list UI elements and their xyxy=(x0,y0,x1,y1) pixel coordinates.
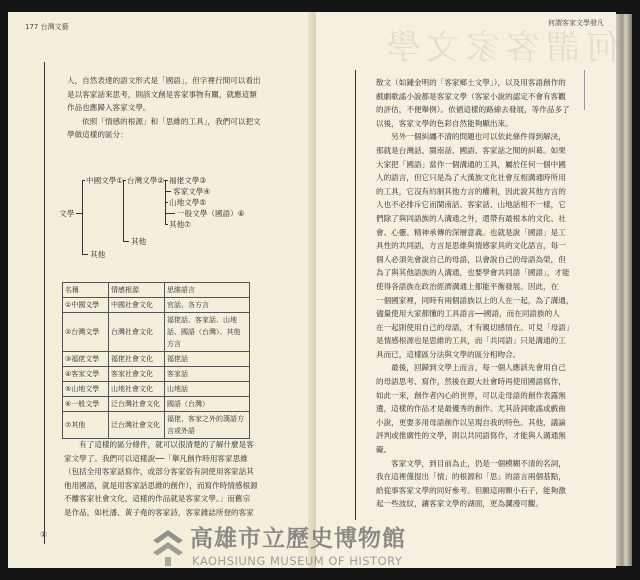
museum-watermark xyxy=(150,526,510,570)
text-line: 使得各語族在政治經濟溝通上都能平衡發展。因此，在 xyxy=(376,281,559,291)
right-running-header: 何謂客家文學發凡 xyxy=(548,19,604,27)
left-footer-mark: ① xyxy=(40,530,48,539)
text-line: 有了這樣的區分條件，就可以很清楚的了解什麼是客 xyxy=(64,440,254,449)
table-header-cell: 名稱 xyxy=(63,283,109,298)
table-cell: ⑦其他 xyxy=(63,412,109,439)
table-cell: ④客家文學 xyxy=(63,367,109,382)
table-row xyxy=(63,352,250,367)
tree-line xyxy=(123,241,129,242)
text-line: 那就是台灣話、閩南話、國語、客家話之間的糾葛。如果 xyxy=(376,145,566,155)
text-line: 人的語言，但它只是為了大漢族文化社會互相溝通時所用 xyxy=(376,173,566,183)
text-line: 人也不必排斥它而閩南話、客家話、山地話相不一樣，它 xyxy=(376,200,566,210)
right-margin-rule xyxy=(355,70,356,520)
table-row xyxy=(63,367,250,382)
table-row xyxy=(63,397,250,412)
table-cell: 台灣社會文化 xyxy=(109,313,165,352)
bleed-through-heading: 何謂客家文學 xyxy=(380,28,620,68)
text-line: 最後，回歸到文學上而言，每一個人應該先會用自己 xyxy=(376,363,566,373)
text-line: 大家把「國語」當作一個溝通的工具，屬於任何一個中國 xyxy=(376,159,566,169)
table-cell: 客家社會文化 xyxy=(109,367,165,382)
text-line: 們除了與同語族的人溝通之外，還帶有最根本的文化、社 xyxy=(376,213,566,223)
text-line: 家文學了。我們可以這樣說──「舉凡創作時用客家思維 xyxy=(64,453,248,463)
text-line: 他用國語，就是用客家話思維的創作），而寫作時情感根源 xyxy=(64,480,258,490)
text-line: 的評估，不便舉例）。依循這樣的路線去發展，等作品多了 xyxy=(376,105,570,115)
table-header-cell: 情感根源 xyxy=(109,283,165,298)
text-line: 散文（如鍾金明的「客家鄉土文學」），以及用客語創作的 xyxy=(376,78,566,87)
tree-node-aboriginal: 山地文學⑤ xyxy=(169,198,207,207)
table-row xyxy=(63,382,250,397)
table-cell: 國語（台灣） xyxy=(165,397,250,412)
book-page-edges xyxy=(616,14,632,566)
classification-table xyxy=(62,282,250,439)
table-row xyxy=(63,313,250,352)
text-line: 儘量使用大家都懂的工具語言──國語，而在同語族的人 xyxy=(376,309,560,319)
text-line: 在一起則使用自己的母語，才有親切感情在。可見「母語」 xyxy=(376,322,574,332)
text-line: 是作品，如杜潘、黃子堯的客家詩，客家雜誌所登的客家 xyxy=(64,507,254,517)
table-cell: 福佬話、客家話、山地話、國語（台灣）、其他方言 xyxy=(165,313,250,352)
text-line: 我在這裡僅提出「情」的根源和「思」的語言兩個基點， xyxy=(376,472,566,482)
watermark-name-zh: 高雄市立歷史博物館 xyxy=(190,526,406,552)
table-header-row xyxy=(63,283,250,298)
tree-line xyxy=(82,254,88,255)
table-row xyxy=(63,412,250,439)
tree-line xyxy=(123,180,124,241)
text-line: 的母語思考、寫作，然後在跟大社會時再使用國語寫作， xyxy=(376,377,566,387)
text-line: 學做這樣的區分： xyxy=(67,130,128,140)
tree-root: 文學 xyxy=(59,209,75,218)
table-header-cell: 思維語言 xyxy=(165,283,250,298)
text-line: 是情感根源也是思維的工具，而「共同語」只是溝通的工 xyxy=(376,336,566,346)
text-line: 的工具，它沒有約制其他方言的權利，因此說其他方言的 xyxy=(376,186,566,196)
text-line: 如此一來，創作者內心的世界，可以走母語的創作表露無 xyxy=(376,390,566,400)
text-line: 為了與其他語族的人溝通，也要學會共同語「國語」，才能 xyxy=(376,268,570,278)
table-cell: 客家話 xyxy=(165,367,250,382)
text-line: 以後，客家文學的色彩自然能夠顯出來。 xyxy=(376,118,513,128)
table-cell: ⑤山地文學 xyxy=(63,382,109,397)
tree-line xyxy=(165,191,171,192)
text-line: 遺，這樣的作品才是最優秀的創作。尤其詩詞歌謠或戲曲 xyxy=(376,404,566,414)
table-cell: ①中國文學 xyxy=(63,298,109,313)
watermark-name-en: KAOHSIUNG MUSEUM OF HISTORY xyxy=(192,554,403,568)
text-line: 會、心靈、精神承傳的深層意義。也就是說「國語」是工 xyxy=(376,227,566,237)
text-line: 小說，更要多用母語創作以呈現自我的特色。其他，議論 xyxy=(376,417,566,427)
table-cell: 山地話 xyxy=(165,382,250,397)
text-line: 起一些波紋，讓客家文學的湖面，更為瀾漫可觀。 xyxy=(376,499,544,509)
text-line: 人，自然表達的語文形式是「國語」，但字裡行間可以看出 xyxy=(67,76,261,85)
table-cell: 山地社會文化 xyxy=(109,382,165,397)
text-line: （包括全用客家話寫作，或部分客家俗有詞使用客家話其 xyxy=(64,467,254,477)
tree-node-taiwan: 台灣文學② xyxy=(127,176,165,185)
tree-line xyxy=(82,180,83,254)
text-line: 具性的共同語，方言是思維與情感家具的文化語言，每一 xyxy=(376,241,566,251)
tree-node-other-root: 其他 xyxy=(90,250,106,259)
table-row xyxy=(63,298,250,313)
table-cell: ⑥一般文學 xyxy=(63,397,109,412)
tree-line xyxy=(76,213,82,214)
table-cell: 泛台灣社會文化 xyxy=(109,397,165,412)
left-running-header: 177 台灣文藝 xyxy=(25,23,69,31)
tree-node-chinese: 中國文學① xyxy=(86,176,124,185)
table-cell: 福佬話 xyxy=(165,352,250,367)
left-closing-text xyxy=(64,438,258,520)
table-cell: 福佬、客家之外的漢語方言或外語 xyxy=(165,412,250,439)
tree-node-general: 一般文學（國語）⑥ xyxy=(177,209,245,218)
table-cell: 官話、各方言 xyxy=(165,298,250,313)
text-line: 作品也應歸入客家文學。 xyxy=(67,103,151,113)
text-line: 給從事客家文學的同好參考。但願這兩顆小石子，能夠激 xyxy=(376,485,566,495)
text-line: 個人必須先會說自己的母語，以會說自己的母語為榮，但 xyxy=(376,254,566,264)
left-margin-rule xyxy=(44,62,45,544)
text-line: 礙。 xyxy=(376,445,392,455)
tree-node-other7: 其他⑦ xyxy=(169,220,191,229)
text-line: 一個國家裡，同時有兩個語族以上的人在一起，為了溝通， xyxy=(376,295,574,305)
table-cell: ③福佬文學 xyxy=(63,352,109,367)
table-cell: ②台灣文學 xyxy=(63,313,109,352)
right-edge-rule xyxy=(584,70,585,110)
tree-node-hakka: 客家文學④ xyxy=(173,187,211,196)
text-line: 另外一個糾纏不清的問題也可以依此條件得到解決， xyxy=(376,132,566,142)
text-line: 依照「情感的根源」和「思維的工具」，我們可以把文 xyxy=(67,116,261,126)
table-cell: 中國社會文化 xyxy=(109,298,165,313)
right-body-text xyxy=(376,76,573,511)
table-cell: 福佬社會文化 xyxy=(109,352,165,367)
text-line: 客家文學，到目前為止，仍是一個模糊不清的名詞， xyxy=(376,458,566,468)
tree-node-other-taiwan: 其他 xyxy=(131,237,147,246)
text-line: 是以客家話來思考，則該文創是客家事物有關，就應這類 xyxy=(67,89,257,99)
tree-line xyxy=(165,213,175,214)
table-cell: 泛台灣社會文化 xyxy=(109,412,165,439)
museum-logo-icon xyxy=(150,528,186,568)
tree-node-hoklo: 福佬文學③ xyxy=(169,176,207,185)
text-line: 戲劇歌謠小說都是客家文學（客家小說的認定不會有客觀 xyxy=(376,91,566,101)
text-line: 具而已，這樣區分法與文學的區分相吻合。 xyxy=(376,349,521,359)
text-line: 評判或推廣性的文學，則以共同語寫作，才能與人溝通無 xyxy=(376,431,566,441)
left-intro-text xyxy=(67,74,261,142)
text-line: 不離客家社會文化，這樣的作品就是客家文學。」而舊宗 xyxy=(64,494,251,504)
